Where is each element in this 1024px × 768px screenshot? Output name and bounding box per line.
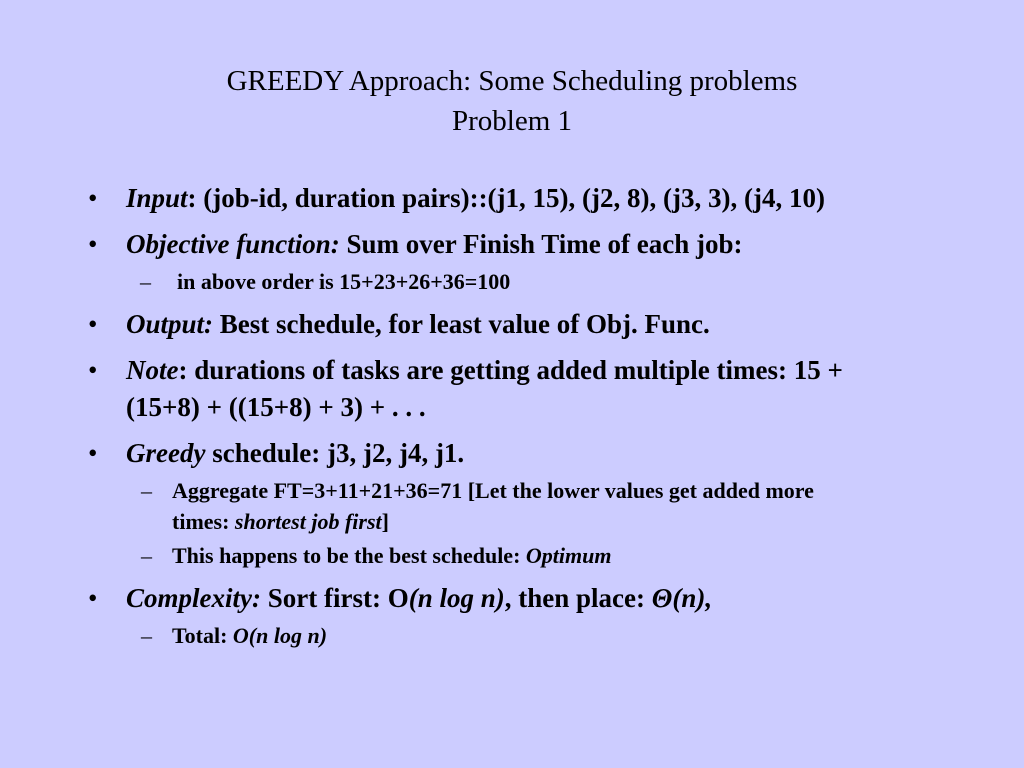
sub-item-optimum — [0, 540, 1024, 571]
sub-item-text: Aggregate FT=3+11+21+36=71 [Let the lower values get added more times: — [172, 478, 814, 534]
bullet-label: Objective function: — [126, 229, 340, 259]
bullet-label-suffix: : — [187, 183, 197, 213]
bullet-list — [0, 180, 1024, 651]
bullet-icon: • — [88, 229, 98, 259]
bullet-text: schedule: j3, j2, j4, j1. — [205, 438, 465, 468]
bullet-note — [0, 352, 1024, 426]
bullet-text: Best schedule, for least value of Obj. Func. — [213, 309, 710, 339]
bullet-output — [0, 306, 1024, 343]
sub-item-aggregate-ft — [0, 475, 1024, 537]
bullet-italic-a: (n log n) — [408, 583, 505, 613]
bullet-objective-function — [0, 226, 1024, 263]
sub-item-text: This happens to be the best schedule: — [172, 543, 526, 568]
dash-icon: – — [141, 543, 152, 568]
bullet-icon: • — [88, 355, 98, 385]
bullet-label: Input — [126, 183, 188, 213]
dash-icon: – — [140, 269, 151, 294]
sub-item-italic: O(n log n) — [232, 623, 328, 648]
bullet-input — [0, 180, 1024, 217]
bullet-label-suffix: : — [178, 355, 188, 385]
bullet-label: Output: — [126, 309, 214, 339]
slide-title-line2: Problem 1 — [451, 105, 573, 137]
sub-item-total — [0, 620, 1024, 651]
bullet-italic-b: Θ(n), — [651, 583, 713, 613]
bullet-text: durations of tasks are getting added multiple times: 15 + (15+8) + ((15+8) + 3) + . . . — [126, 355, 843, 422]
bullet-icon: • — [88, 309, 98, 339]
bullet-label: Complexity: — [126, 583, 261, 613]
bullet-greedy — [0, 435, 1024, 472]
sub-item-text: Total: — [172, 623, 233, 648]
bullet-text: Sum over Finish Time of each job: — [339, 229, 743, 259]
sub-item-objective-order — [0, 266, 1024, 297]
sub-item-italic: shortest job first — [234, 509, 382, 534]
slide-title — [0, 61, 1024, 141]
dash-icon: – — [141, 623, 152, 648]
dash-icon: – — [141, 478, 152, 503]
bullet-icon: • — [88, 583, 98, 613]
sub-item-after: ] — [381, 509, 389, 534]
bullet-text-b: , then place: — [504, 583, 652, 613]
slide-title-line1: GREEDY Approach: Some Scheduling problems — [226, 65, 798, 97]
bullet-text-a: Sort first: O — [260, 583, 409, 613]
sub-item-text: in above order is 15+23+26+36=100 — [177, 269, 511, 294]
sub-item-italic: Optimum — [525, 543, 612, 568]
bullet-complexity — [0, 580, 1024, 617]
bullet-text: (job-id, duration pairs)::(j1, 15), (j2, 8), (j3, 3), (j4, 10) — [196, 183, 825, 213]
bullet-icon: • — [88, 183, 98, 213]
bullet-icon: • — [88, 438, 98, 468]
bullet-label: Note — [126, 355, 179, 385]
bullet-label: Greedy — [126, 438, 206, 468]
